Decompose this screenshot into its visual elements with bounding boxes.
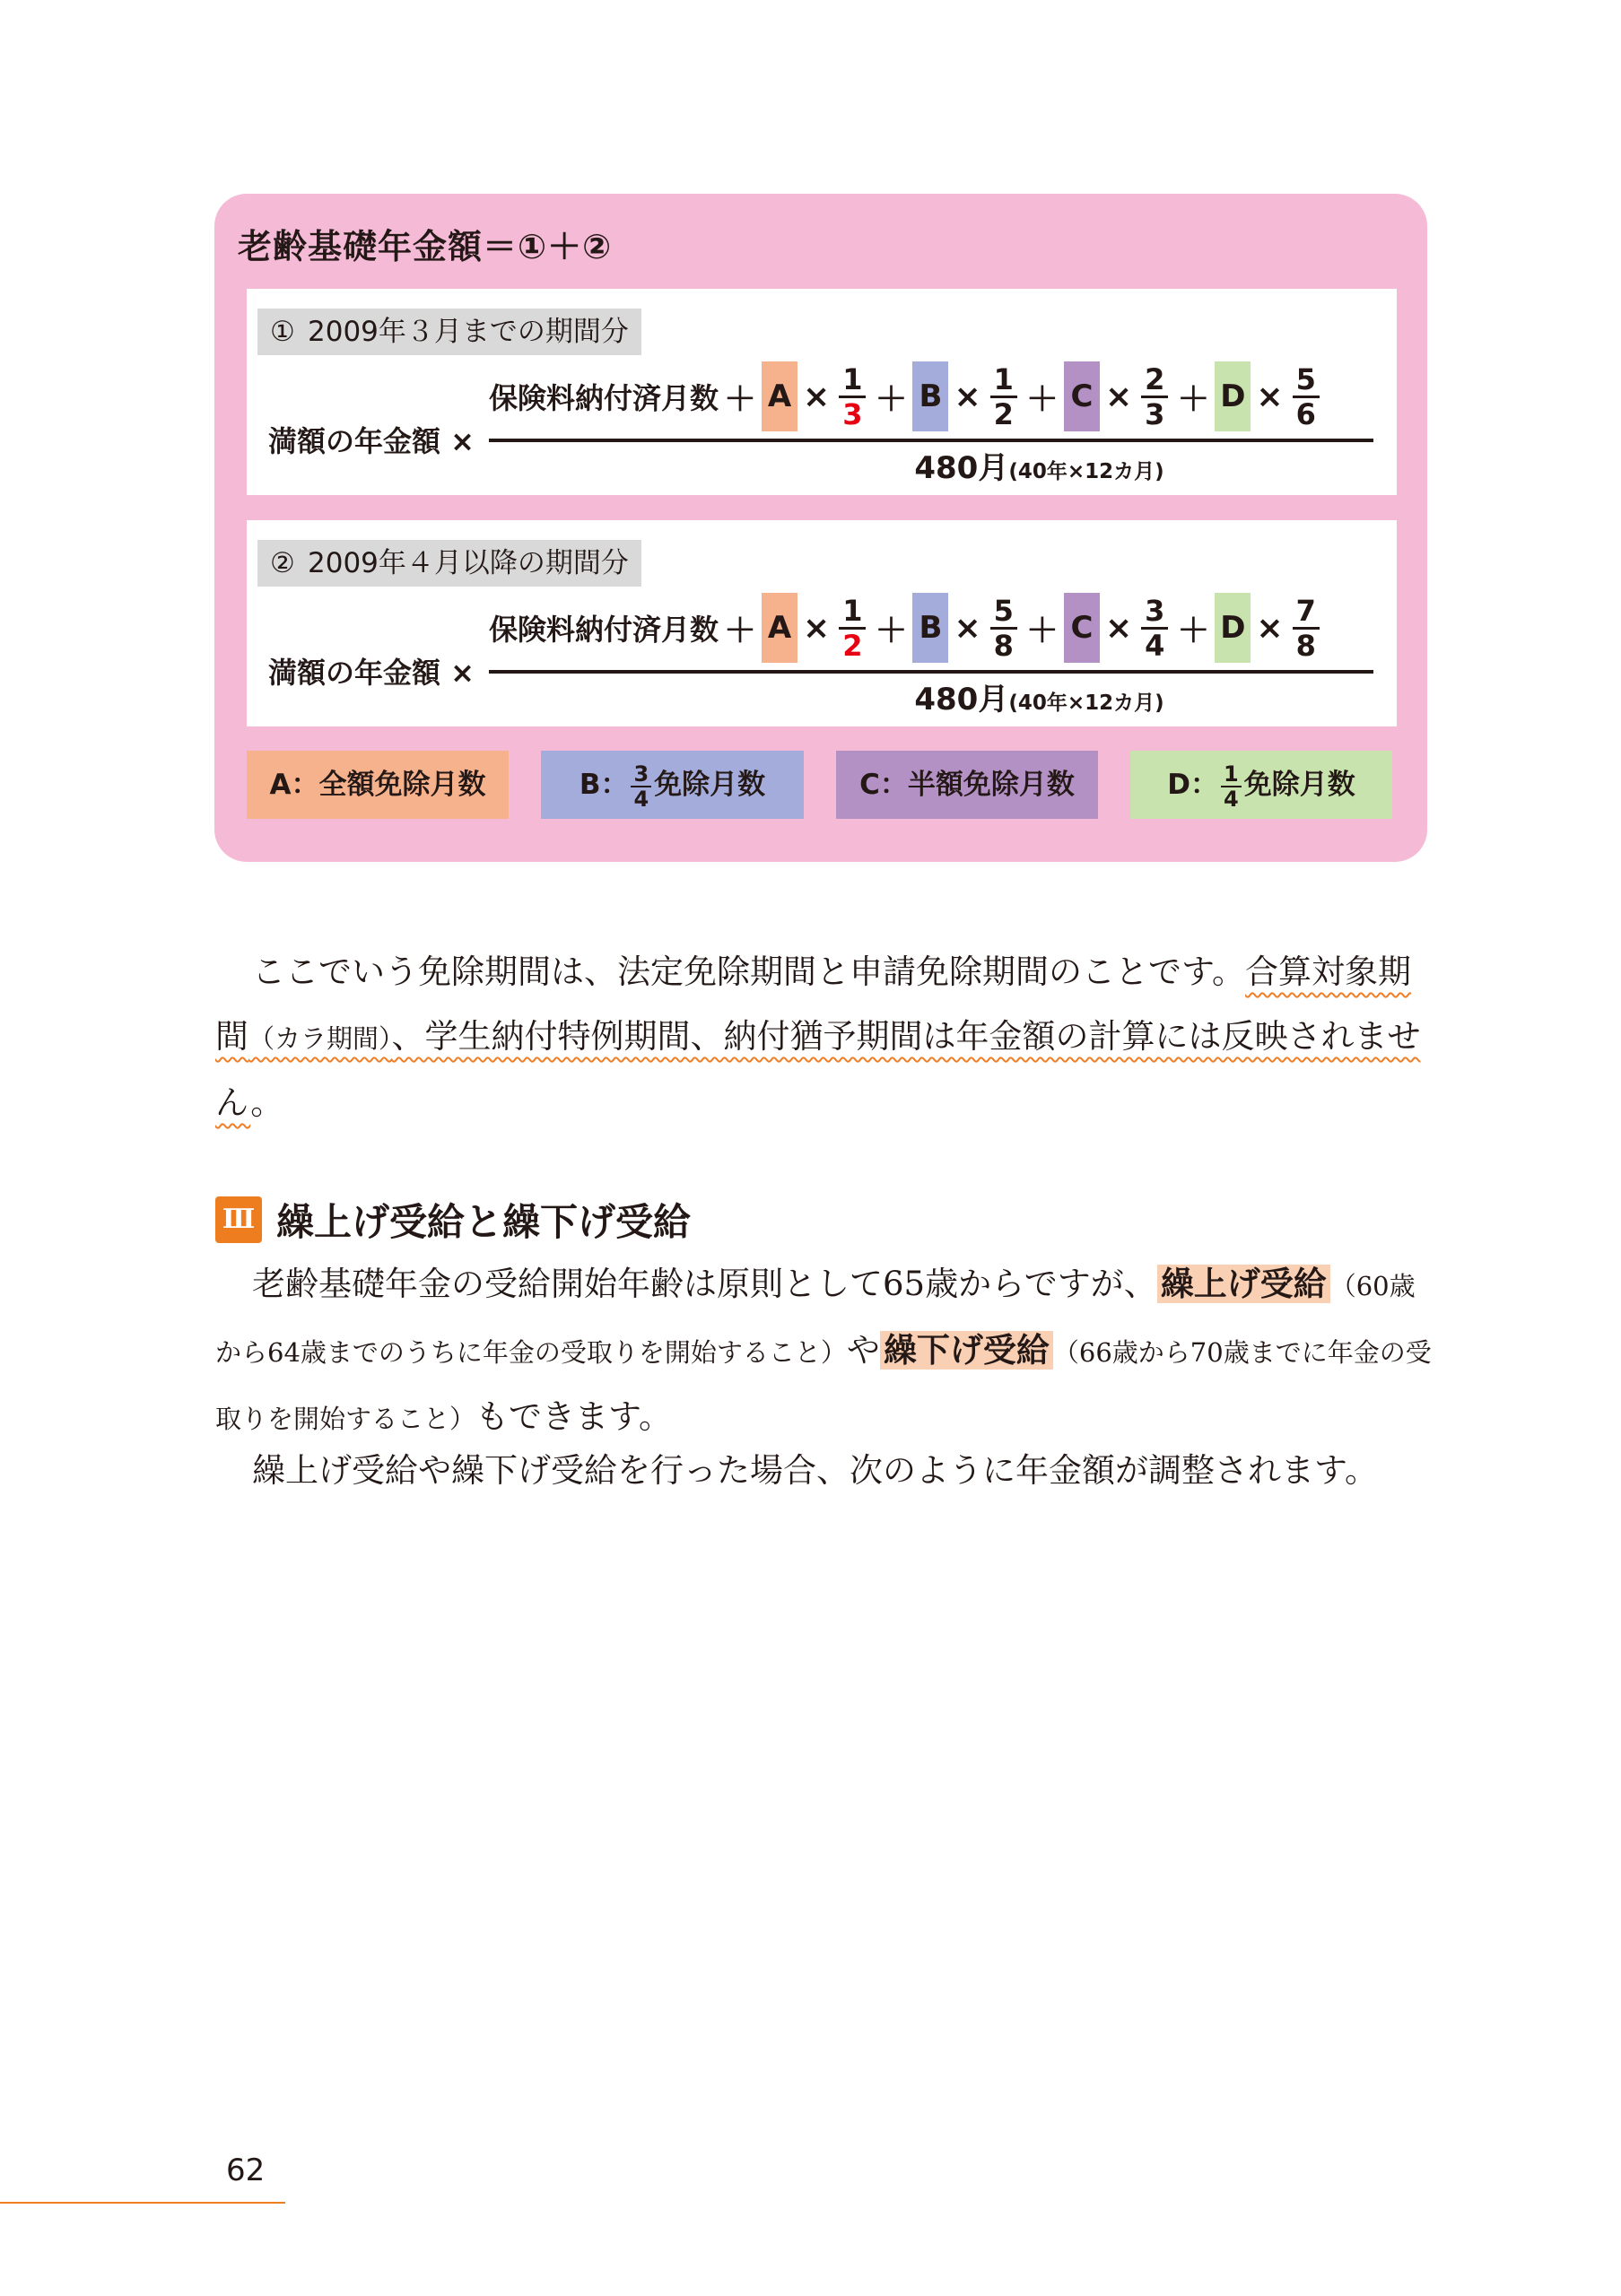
formula-title: 老齢基礎年金額＝①＋② [238,227,613,266]
fraction-numerator: 7 [1293,595,1320,630]
plus-sign: ＋ [1025,380,1059,418]
legend-d-fraction [1221,762,1242,811]
legend-c: C：半額免除月数 [836,751,1098,819]
fraction-numerator: 3 [1141,595,1168,630]
denominator-value: 480月 [914,450,1009,486]
legend-b [541,751,804,819]
fraction-numerator: 5 [1293,363,1320,398]
fraction-numerator: 5 [990,595,1017,630]
numerator-label: 保険料納付済月数 [489,613,719,647]
fraction-denominator: 2 [842,628,863,663]
var-c: C [1064,361,1100,431]
var-a: A [762,593,797,663]
fraction-denominator: 6 [1295,396,1316,431]
times-sign: × [1256,378,1284,415]
var-d: D [1215,593,1251,663]
legend-b-fraction [631,762,651,811]
numerator-label: 保険料納付済月数 [489,381,719,415]
paragraph-adjustment: 繰上げ受給や繰下げ受給を行った場合、次のように年金額が調整されます。 [252,1451,1379,1490]
legend-d-suffix: 免除月数 [1243,769,1355,801]
plus-sign: ＋ [724,380,757,418]
fraction-denominator: 4 [1145,628,1165,663]
plus-sign: ＋ [875,380,908,418]
fraction-numerator: 1 [839,363,866,398]
legend-b-suffix: 免除月数 [654,769,766,801]
fraction-numerator: 2 [1141,363,1168,398]
var-a: A [762,361,797,431]
fraction-numerator: 1 [990,363,1017,398]
fraction [1141,595,1168,662]
times-sign: × [1104,378,1133,415]
times-sign: × [1256,609,1284,647]
denominator-note: (40年×12カ月) [1008,691,1164,715]
fraction-denominator: 8 [1295,628,1316,663]
panel-1-lhs: 満額の年金額 × [268,424,475,458]
plus-sign: ＋ [1177,612,1210,649]
times-sign: × [954,609,981,647]
highlight-early-receipt: 繰上げ受給 [1157,1265,1330,1303]
legend-a: A：全額免除月数 [247,751,509,819]
legend-b-prefix: B： [579,769,629,801]
var-b: B [912,593,948,663]
fraction [1141,363,1168,430]
fraction-denominator: 3 [842,396,863,431]
times-sign: × [803,378,831,415]
legend-d [1130,751,1392,819]
fraction-numerator: 1 [839,595,866,630]
para2-note-2: （66歳から70歳までに年金の受取りを開始すること） [215,1337,1432,1434]
para1-end: 。 [250,1083,284,1122]
highlight-late-receipt: 繰下げ受給 [880,1331,1053,1370]
fraction-denominator: 3 [1145,396,1165,431]
para1-small: （カラ期間） [248,1023,392,1054]
var-b: B [912,361,948,431]
paragraph-exemption [215,940,1435,1135]
section-title: 繰上げ受給と繰下げ受給 [276,1200,692,1244]
para2-text-2: や [846,1331,880,1370]
fraction-denominator: 4 [1224,786,1239,812]
times-sign: × [803,609,831,647]
plus-sign: ＋ [1025,612,1059,649]
legend-d-prefix: D： [1167,769,1219,801]
panel-2-denominator [247,674,1397,718]
fraction-denominator: 8 [993,628,1014,663]
plus-sign: ＋ [1177,380,1210,418]
section-number-badge: Ⅲ [215,1196,262,1243]
denominator-value: 480月 [914,682,1009,718]
fraction-bar [489,439,1373,442]
para2-text-3: もできます。 [475,1397,673,1436]
formula-panel-2 [247,520,1397,726]
times-sign: × [954,378,981,415]
plus-sign: ＋ [724,612,757,649]
panel-2-title: 2009年４月以降の期間分 [308,547,629,579]
times-sign: × [1104,609,1133,647]
panel-1-subtitle [257,309,641,355]
panel-2-mark: ② [270,547,295,579]
para2-text-1: 老齢基礎年金の受給開始年齢は原則として65歳からですが、 [252,1265,1157,1303]
panel-1-mark: ① [270,316,295,348]
fraction [839,595,866,662]
para1-text: ここでいう免除期間は、法定免除期間と申請免除期間のことです。 [252,952,1246,991]
var-c: C [1064,593,1100,663]
footer-rule [0,2202,285,2204]
fraction-denominator: 4 [633,786,649,812]
panel-1-title: 2009年３月までの期間分 [308,316,629,348]
panel-2-lhs: 満額の年金額 × [268,656,475,690]
panel-2-numerator [489,592,1323,664]
fraction-denominator: 2 [993,396,1014,431]
fraction [990,595,1017,662]
fraction [839,363,866,430]
fraction [1293,363,1320,430]
denominator-note: (40年×12カ月) [1008,460,1164,483]
formula-panel-1 [247,289,1397,495]
panel-1-numerator [489,361,1323,432]
fraction-bar [489,670,1373,674]
para2-note-1: （60歳から64歳までのうちに年金の受取りを開始すること） [215,1271,1416,1368]
panel-2-subtitle [257,540,641,587]
para1-underlined-1: 合算対象期間 [215,952,1412,1056]
plus-sign: ＋ [875,612,908,649]
section-heading [215,1193,691,1247]
panel-1-denominator [247,443,1397,487]
fraction-numerator: 3 [631,762,651,787]
fraction-numerator: 1 [1221,762,1242,787]
fraction [1293,595,1320,662]
para1-underlined-2: 、学生納付特例期間、納付猶予期間は年金額の計算には反映されません [215,1017,1421,1122]
page-number: 62 [226,2152,266,2188]
paragraph-early-late [215,1252,1435,1451]
fraction [990,363,1017,430]
var-d: D [1215,361,1251,431]
